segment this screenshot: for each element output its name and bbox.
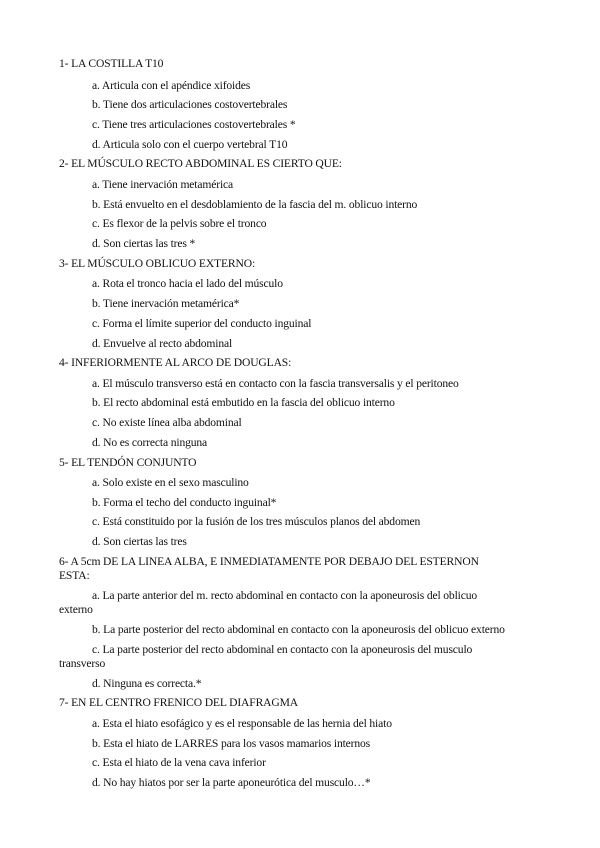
question-5-title: 5- EL TENDÓN CONJUNTO xyxy=(59,456,197,469)
question-5-option-d: d. Son ciertas las tres xyxy=(92,535,187,548)
question-5-option-c: c. Está constituido por la fusión de los tres músculos planos del abdomen xyxy=(92,515,421,528)
question-6-option-b: b. La parte posterior del recto abdominal en contacto con la aponeurosis del oblicuo externo xyxy=(92,623,505,636)
question-2-option-d: d. Son ciertas las tres * xyxy=(92,237,196,250)
question-2-title: 2- EL MÚSCULO RECTO ABDOMINAL ES CIERTO QUE: xyxy=(59,157,342,170)
question-4-option-b: b. El recto abdominal está embutido en la fascia del oblicuo interno xyxy=(92,396,395,409)
question-1-option-b: b. Tiene dos articulaciones costovertebrales xyxy=(92,98,288,111)
question-2-option-b: b. Está envuelto en el desdoblamiento de la fascia del m. oblicuo interno xyxy=(92,198,418,211)
question-1-option-d: d. Articula solo con el cuerpo vertebral T10 xyxy=(92,138,288,151)
question-6-option-c-continued: transverso xyxy=(59,657,106,670)
question-6-option-c: c. La parte posterior del recto abdominal en contacto con la aponeurosis del musculo xyxy=(92,643,473,656)
question-7-title: 7- EN EL CENTRO FRENICO DEL DIAFRAGMA xyxy=(59,696,298,709)
question-2-option-a: a. Tiene inervación metamérica xyxy=(92,178,234,191)
question-4-option-d: d. No es correcta ninguna xyxy=(92,436,208,449)
question-3-title: 3- EL MÚSCULO OBLICUO EXTERNO: xyxy=(59,257,256,270)
question-4-title: 4- INFERIORMENTE AL ARCO DE DOUGLAS: xyxy=(59,356,292,369)
question-1-option-a: a. Articula con el apéndice xifoides xyxy=(92,79,251,92)
question-6-title: 6- A 5cm DE LA LINEA ALBA, E INMEDIATAMENTE POR DEBAJO DEL ESTERNON xyxy=(59,555,479,568)
question-6-option-a-continued: externo xyxy=(59,603,93,616)
question-7-option-a: a. Esta el hiato esofágico y es el responsable de las hernia del hiato xyxy=(92,717,392,730)
question-5-option-b: b. Forma el techo del conducto inguinal* xyxy=(92,496,277,509)
question-3-option-c: c. Forma el límite superior del conducto inguinal xyxy=(92,317,312,330)
question-2-option-c: c. Es flexor de la pelvis sobre el tronco xyxy=(92,217,267,230)
question-3-option-a: a. Rota el tronco hacia el lado del músculo xyxy=(92,277,283,290)
question-3-option-b: b. Tiene inervación metamérica* xyxy=(92,297,240,310)
question-7-option-d: d. No hay hiatos por ser la parte aponeurótica del musculo…* xyxy=(92,776,371,789)
question-6-option-d: d. Ninguna es correcta.* xyxy=(92,677,202,690)
question-1-option-c: c. Tiene tres articulaciones costovertebrales * xyxy=(92,118,296,131)
question-6-title-continued: ESTA: xyxy=(59,569,90,582)
question-4-option-a: a. El músculo transverso está en contacto con la fascia transversalis y el peritoneo xyxy=(92,377,459,390)
question-3-option-d: d. Envuelve al recto abdominal xyxy=(92,337,233,350)
question-1-title: 1- LA COSTILLA T10 xyxy=(59,57,164,70)
question-5-option-a: a. Solo existe en el sexo masculino xyxy=(92,476,249,489)
question-7-option-b: b. Esta el hiato de LARRES para los vasos mamarios internos xyxy=(92,737,371,750)
question-4-option-c: c. No existe línea alba abdominal xyxy=(92,416,242,429)
question-7-option-c: c. Esta el hiato de la vena cava inferior xyxy=(92,756,266,769)
question-6-option-a: a. La parte anterior del m. recto abdominal en contacto con la aponeurosis del oblicuo xyxy=(92,589,478,602)
